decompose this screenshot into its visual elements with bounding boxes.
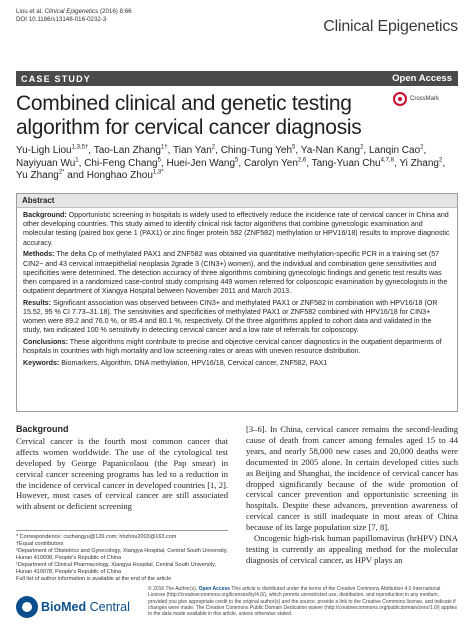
- author-name[interactable]: Chi-Feng Chang: [84, 157, 158, 169]
- author-affiliation-marker: 4,7,8: [380, 157, 394, 164]
- body-column-left: [16, 424, 228, 512]
- footnote: * Correspondence: cszhangyu@126.com; hhzhou2003@163.com: [16, 534, 177, 540]
- abstract-background: Background: Opportunistic screening in hospitals is widely used to effectively reduce the incidence rate of cervical cancer in China and other developing countries. This study aimed to identify clinical risk factor algorithms that combine gynecologic examination and molecular testing (paired box gene 1 (PAX1) or zinc finger protein 582 (ZNF582) methylation or HPV16/18) results to improve diagnostic accuracy.: [23, 211, 450, 247]
- abstract-methods-label: Methods:: [23, 250, 55, 259]
- author-affiliation-marker: 1: [75, 157, 79, 164]
- author-affiliation-marker: 2: [438, 157, 443, 164]
- footnote: †Equal contributors: [16, 541, 64, 547]
- body-paragraph: Oncogenic high-risk human papillomavirus (hrHPV) DNA testing is currently an appealing method for the molecular diagnosis of cervical cancer, as HPV plays an: [246, 533, 458, 565]
- citation-volume: (2016) 8:66: [98, 8, 132, 15]
- footnote: Full list of author information is available at the end of the article: [16, 576, 172, 582]
- open-access-label: Open Access: [392, 73, 452, 84]
- author-affiliation-marker: 2*: [58, 169, 65, 176]
- author-name[interactable]: Huei-Jen Wang: [166, 157, 236, 169]
- author-affiliation-marker: 5: [157, 157, 161, 164]
- publisher-logo[interactable]: [16, 596, 130, 618]
- abstract-methods: Methods: The delta Cp of methylated PAX1 and ZNF582 was obtained via quantitative methylation-specific PCR in a training set (57 CIN2− and 43 cervical intraepithelial neoplasia 2grade 3 (CIN3+) women), and the individual and combination gene sensitivities and specificities were determined. The detection accuracy of three algorithms combining gynecologic findings and genetic test results was then compared in a randomized case-control study comprising 449 women referred for colposcopic examination by gynecologists in the outpatient department of Xiangya Hospital between November 2011 and March 2013.: [23, 250, 448, 296]
- author-affiliation-marker: 2: [360, 144, 364, 151]
- author-name[interactable]: Carolyn Yen: [243, 157, 298, 169]
- citation-journal: Clinical Epigenetics: [44, 8, 99, 15]
- abstract-conclusions-label: Conclusions:: [23, 338, 68, 347]
- abstract-heading: Abstract: [17, 194, 457, 208]
- author-affiliation-marker: 1†: [160, 144, 168, 151]
- author-name[interactable]: Honghao Zhou: [86, 170, 153, 182]
- article-title: Combined clinical and genetic testing algorithm for cervical cancer diagnosis: [16, 92, 362, 139]
- crossmark-label: CrossMark: [410, 96, 440, 102]
- author-name[interactable]: Lanqin Cao: [368, 145, 421, 156]
- abstract-box: [16, 193, 458, 412]
- author-affiliation-marker: 2: [211, 144, 216, 151]
- author-affiliation-marker: 5: [235, 157, 239, 164]
- author-name[interactable]: Yi Zhang: [399, 157, 439, 169]
- author-name[interactable]: Tao-Lan Zhang: [93, 145, 161, 156]
- journal-title: Clinical Epigenetics: [323, 18, 458, 35]
- license-text: © 2016 The Author(s). Open Access This article is distributed under the terms of the Creative Commons Attribution 4.0 International License (http://creativecommons.org/licenses/by/4.0/), which permits unrestricted use, distribution, and reproduction in any medium, provided you give appropriate credit to the original author(s) and the source, provide a link to the Creative Commons license, and indicate if changes were made. The Creative Commons Public Domain Dedication waiver (http://creativecommons.org/publicdomain/zero/1.0/) applies to the data made available in this article, unless otherwise stated.: [148, 586, 457, 618]
- crossmark-badge[interactable]: [393, 92, 439, 106]
- abstract-background-label: Background:: [23, 211, 67, 219]
- footnotes: [16, 530, 228, 583]
- author-name[interactable]: Yu Zhang: [16, 170, 59, 182]
- footnote: ²Department of Obstetrics and Gynecology, Xiangya Hospital, Central South University, Hunan 410008, People's Republic of China: [16, 548, 228, 561]
- page-footer: [16, 586, 458, 624]
- author-affiliation-marker: 2,6: [297, 157, 307, 164]
- body-column-right: [246, 424, 458, 566]
- page-header: [16, 8, 458, 48]
- citation-authors: Liou et al.: [16, 8, 45, 15]
- citation-line: [16, 8, 458, 16]
- article-type-band: [16, 71, 458, 86]
- author-name[interactable]: Nayiyuan Wu: [16, 157, 76, 169]
- abstract-results-label: Results:: [23, 298, 51, 307]
- author-affiliation-marker: 1,3*: [152, 169, 164, 176]
- abstract-conclusions: Conclusions: These algorithms might contribute to precise and objective cervical cancer diagnostics in the outpatient departments of hospitals in countries with high mortality and low screening rates or areas with uneven resource distribution.: [23, 338, 442, 356]
- footnote: ¹Department of Clinical Pharmacology, Xiangya Hospital, Central South University, Hunan 410078, People's Republic of China: [16, 562, 217, 575]
- author-affiliation-marker: 1,3,5†: [71, 144, 89, 151]
- abstract-results: Results: Significant association was observed between CIN3+ and methylated PAX1 or ZNF582 in combination with HPV16/18 (OR 15.52, 95 % CI 7.73–31.18). The sensitivities and specificities of methylated PAX1 or ZNF582 combined with HPV16/18 for CIN3+ women were 89.2 and 76.0 %, or 85.4 and 80.1 %, respectively. Of the three algorithms applied to cohort data and validated in the study, two indicated 100 % sensitivity in detecting cervical cancer and a low rate of referrals for colposcopy.: [23, 298, 438, 335]
- author-name[interactable]: Yu-Ligh Liou: [16, 145, 72, 156]
- author-affiliation-marker: 2: [420, 144, 424, 151]
- author-name[interactable]: Ching-Tung Yeh: [220, 145, 293, 156]
- crossmark-icon: [393, 92, 407, 106]
- article-type-label: CASE STUDY: [21, 73, 92, 84]
- doi-link[interactable]: DOI 10.1186/s13148-016-0232-3: [16, 16, 107, 23]
- author-affiliation-marker: 5: [292, 144, 296, 151]
- body-paragraph: [3–6]. In China, cervical cancer remains the second-leading cause of death from cancer among females aged 15 to 44 years, and nearly 58,000 new cases and 20,000 deaths were documented in 2005 alone. In certain developed cities such as Beijing and Shanghai, the incidence of cervical cancer has dropped significantly because of the wide promotion of cervical cancer prevention and opportunistic screening in hospitals. Despite these advances, prevention awareness of cervical cancer is still inadequate in most areas of China because of its large population size [7, 8].: [246, 424, 458, 533]
- section-heading-background: Background: [16, 424, 69, 434]
- author-name[interactable]: Tian Yan: [173, 145, 212, 156]
- author-list: Yu-Ligh Liou$^{1,3,5\dagger}$, Tao-Lan Zhang$^{1\dagger}$, Tian Yan$^2$, Ching-Tung Yeh$^5$, Ya-Nan Kang$^2$, Lanqin Cao$^2$, Nayiyuan Wu$^1$, Chi-Feng Chang$^5$, Huei-Jen Wang$^5$, Carolyn Yen$^{2,6}$, Tang-Yuan Chu$^{4,7,8}$, Yi Zhang$^2$, Yu Zhang$^{2*}$ and Honghao Zhou$^{1,3*}$: [16, 144, 446, 182]
- body-paragraph: Cervical cancer is the fourth most common cancer that affects women worldwide. The use of the cytological test developed by George Papanicolaou (the Pap smear) in cervical cancer screening programs has led to a reduction in the incidence of cervical cancer in developed countries [1, 2]. However, most cases of cervical cancer are still associated with absent or deficient screening: [16, 435, 228, 512]
- abstract-body: [17, 208, 457, 368]
- author-name[interactable]: Tang-Yuan Chu: [311, 157, 381, 169]
- abstract-keywords: Keywords: Biomarkers, Algorithm, DNA methylation, HPV16/18, Cervical cancer, ZNF582, PAX1: [23, 359, 328, 368]
- publisher-name: BioMed Central: [41, 600, 130, 614]
- author-name[interactable]: Ya-Nan Kang: [300, 145, 361, 156]
- abstract-keywords-label: Keywords:: [23, 359, 60, 368]
- biomed-central-icon: [16, 596, 38, 618]
